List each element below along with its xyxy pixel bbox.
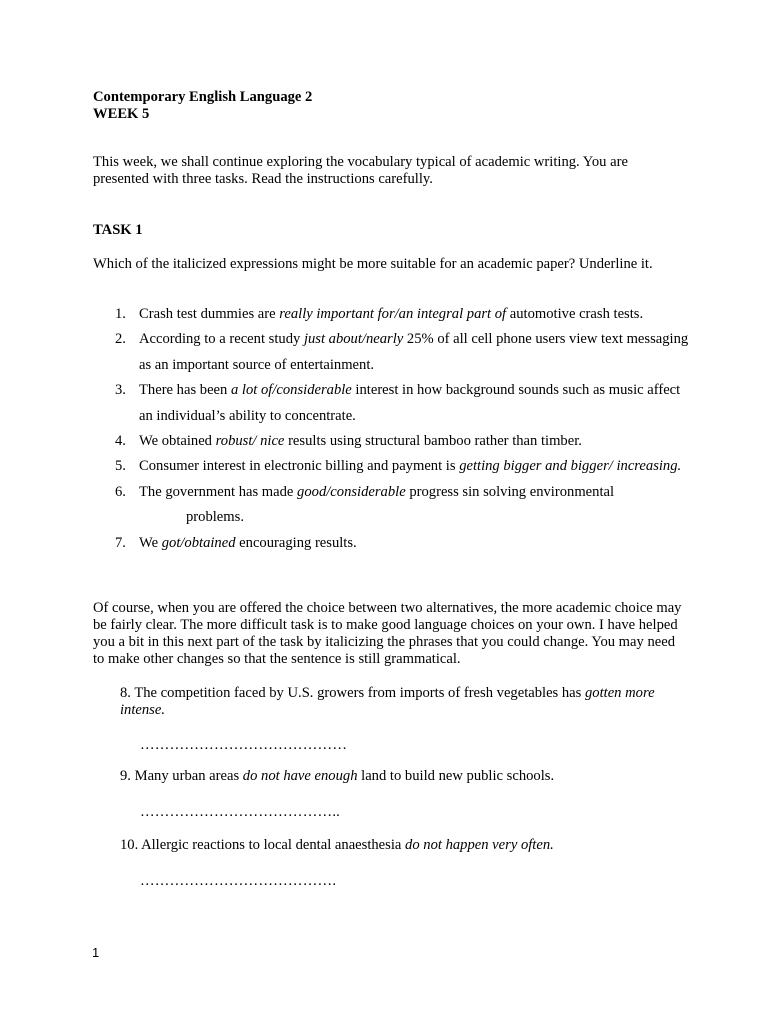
course-title: Contemporary English Language 2	[93, 89, 313, 105]
italic-phrase: do not have enough	[242, 768, 358, 784]
question-8: 8. The competition faced by U.S. growers from imports of fresh vegetables has gotten more intense.	[120, 685, 655, 718]
item-text: Consumer interest in electronic billing and payment is getting bigger and bigger/ increasing.	[139, 458, 682, 475]
italic-choice: got/obtained	[161, 534, 236, 551]
task2-paragraph: Of course, when you are offered the choice between two alternatives, the more academic choice may be fairly clear. The more difficult task is to make good language choices on your own. I have helped you a bit in this next part of the task by italicizing the phrases that you could change. You may need to make other changes so that the sentence is still grammatical.	[93, 600, 682, 667]
italic-phrase: gotten more intense.	[120, 685, 655, 718]
list-item	[93, 531, 693, 556]
italic-choice: robust/ nice	[215, 433, 285, 450]
item-text: According to a recent study just about/nearly 25% of all cell phone users view text messaging as an important source of entertainment.	[139, 331, 689, 373]
page-number: 1	[92, 945, 100, 960]
item-number: 4.	[115, 433, 126, 450]
question-10: 10. Allergic reactions to local dental anaesthesia do not happen very often.	[120, 837, 554, 853]
italic-choice: really important for/an integral part of	[279, 306, 507, 322]
italic-choice: getting bigger and bigger/ increasing.	[459, 458, 682, 475]
item-number: 3.	[115, 382, 126, 399]
italic-phrase: do not happen very often.	[405, 837, 554, 853]
item-text: Crash test dummies are really important for/an integral part of automotive crash tests.	[139, 306, 644, 322]
task1-heading: TASK 1	[93, 222, 143, 238]
question-9: 9. Many urban areas do not have enough land to build new public schools.	[120, 768, 555, 784]
item-number: 7.	[115, 534, 126, 551]
week-label: WEEK 5	[93, 106, 150, 122]
item-text: We obtained robust/ nice results using structural bamboo rather than timber.	[139, 433, 582, 450]
item-text: We got/obtained encouraging results.	[139, 534, 357, 551]
answer-line-10[interactable]: ………………………………….	[140, 873, 337, 889]
item-number: 5.	[115, 458, 126, 475]
list-item	[93, 302, 693, 327]
answer-line-9[interactable]: …………………………………..	[140, 804, 341, 820]
list-item	[93, 327, 693, 378]
list-item	[93, 429, 693, 454]
item-text: The government has made good/considerable progress sin solving environmental problems.	[139, 480, 693, 531]
answer-line-8[interactable]: ……………………………………	[140, 737, 348, 753]
task1-item-list	[93, 302, 693, 556]
italic-choice: just about/nearly	[303, 331, 404, 348]
italic-choice: good/considerable	[297, 483, 406, 500]
item-number: 6.	[115, 483, 126, 500]
list-item	[93, 480, 693, 531]
item-continuation: problems.	[186, 509, 244, 526]
list-item	[93, 454, 693, 479]
item-number: 1.	[115, 306, 126, 322]
intro-paragraph: This week, we shall continue exploring the vocabulary typical of academic writing. You are presented with three tasks. Read the instructions carefully.	[93, 154, 628, 187]
item-text: There has been a lot of/considerable interest in how background sounds such as music affect an individual’s ability to concentrate.	[139, 382, 681, 424]
list-item	[93, 378, 693, 429]
document-header	[93, 89, 312, 123]
italic-choice: a lot of/considerable	[230, 382, 352, 399]
item-number: 2.	[115, 331, 126, 348]
task1-instruction: Which of the italicized expressions might be more suitable for an academic paper? Underline it.	[93, 256, 653, 272]
